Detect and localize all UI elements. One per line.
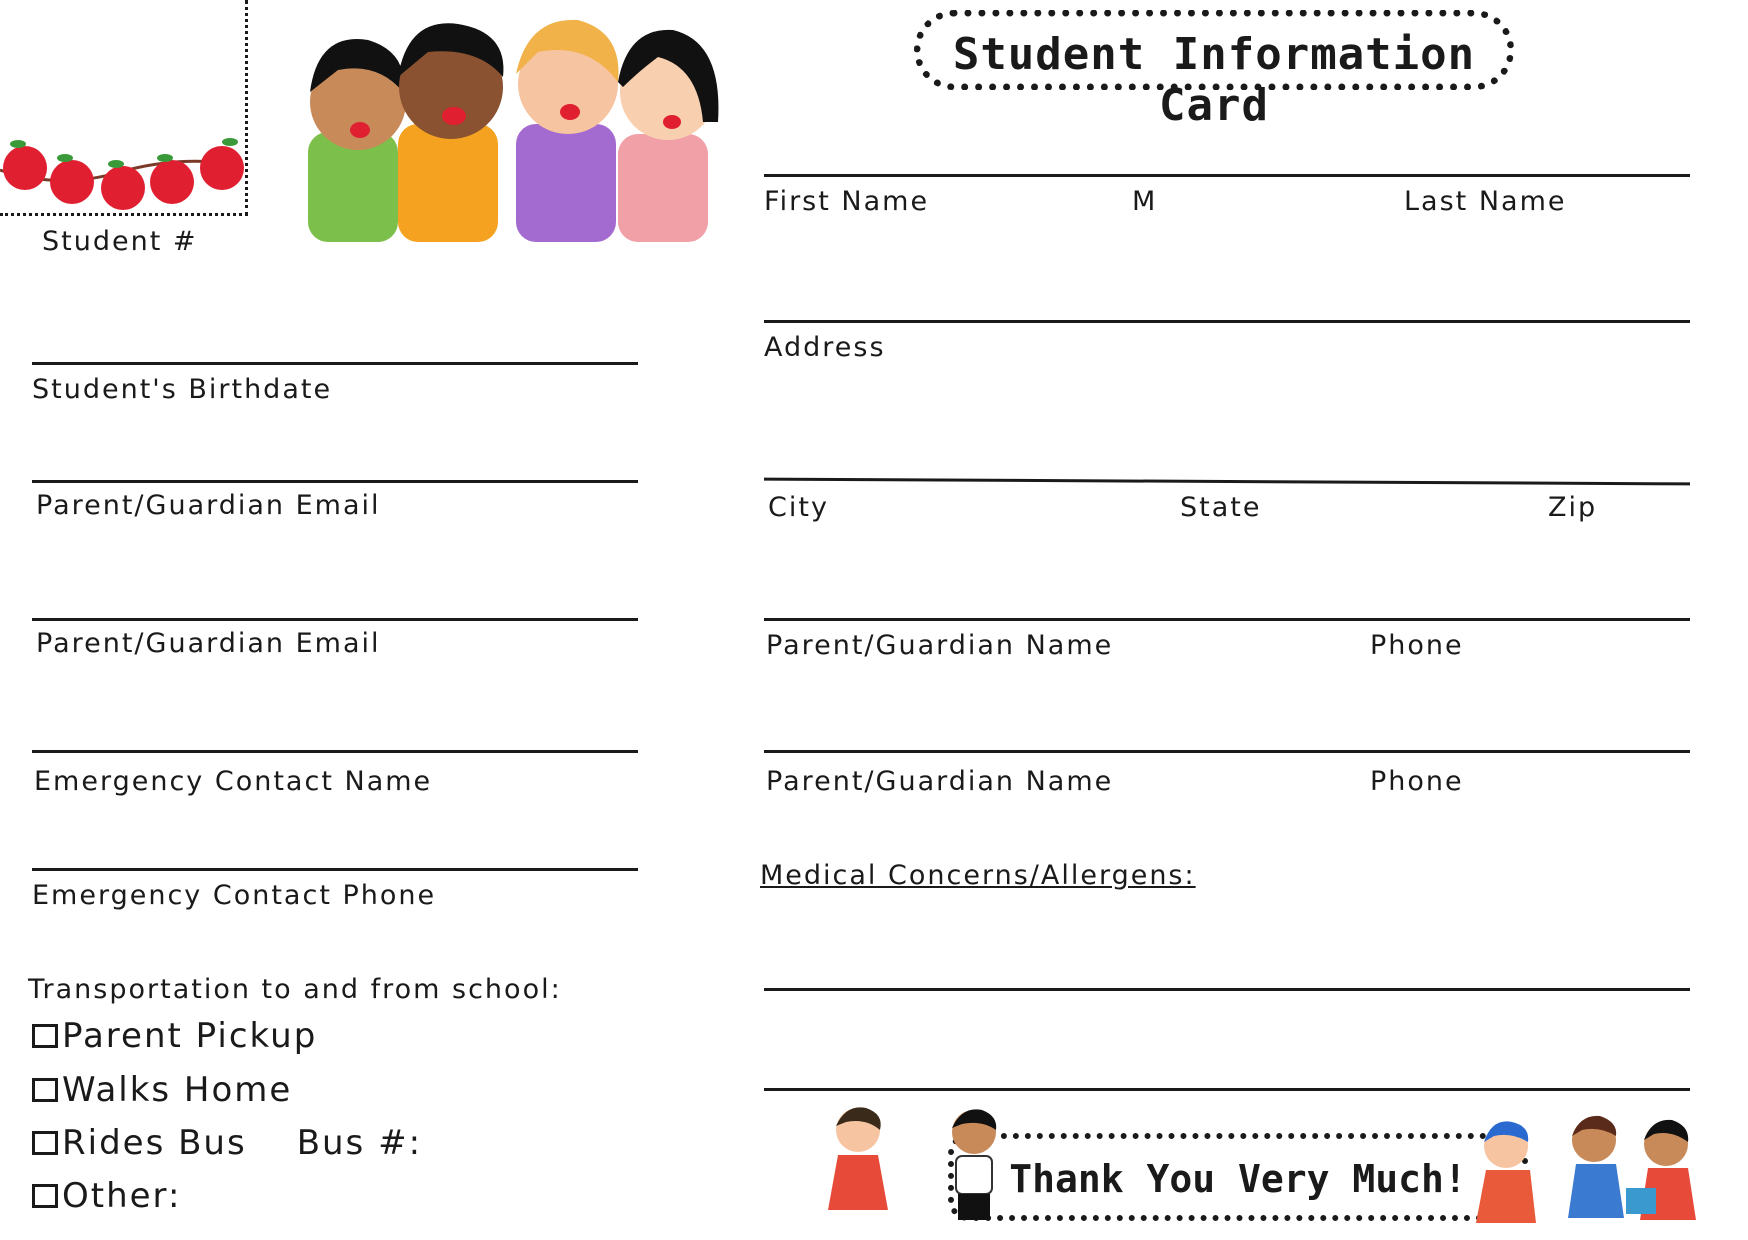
name-line[interactable] xyxy=(764,174,1690,177)
checkbox[interactable] xyxy=(32,1184,58,1208)
middle-initial-label: M xyxy=(1132,186,1158,217)
city-label: City xyxy=(768,492,829,523)
last-name-label: Last Name xyxy=(1404,186,1567,217)
checkbox[interactable] xyxy=(32,1078,58,1102)
state-label: State xyxy=(1180,492,1262,523)
city-line[interactable] xyxy=(764,478,1690,486)
zip-label: Zip xyxy=(1548,492,1598,523)
address-label: Address xyxy=(764,332,886,363)
guardian2-name-label: Parent/Guardian Name xyxy=(766,766,1114,797)
medical-line-2[interactable] xyxy=(764,1088,1690,1091)
bus-number-label: Bus #: xyxy=(296,1123,423,1163)
guardian2-line[interactable] xyxy=(764,750,1690,753)
emergency-phone-label: Emergency Contact Phone xyxy=(32,880,437,911)
thanks-message: Thank You Very Much! xyxy=(1009,1157,1467,1201)
birthdate-line[interactable] xyxy=(32,362,638,365)
option-parent-pickup[interactable]: Parent Pickup xyxy=(32,1016,317,1056)
checkbox[interactable] xyxy=(32,1131,58,1155)
apple-garland-icon xyxy=(0,130,248,210)
emergency-name-label: Emergency Contact Name xyxy=(34,766,433,797)
guardian1-line[interactable] xyxy=(764,618,1690,621)
birthdate-label: Student's Birthdate xyxy=(32,374,333,405)
page-title: Student Information Card xyxy=(952,29,1476,131)
transport-heading: Transportation to and from school: xyxy=(28,974,562,1005)
phone1-label: Phone xyxy=(1370,630,1464,661)
option-other[interactable]: Other: xyxy=(32,1176,181,1216)
phone2-label: Phone xyxy=(1370,766,1464,797)
first-name-label: First Name xyxy=(764,186,930,217)
option-walks-home[interactable]: Walks Home xyxy=(32,1070,292,1110)
children-group-illustration xyxy=(278,12,728,244)
email2-line[interactable] xyxy=(32,618,638,621)
thanks-frame xyxy=(948,1133,1528,1221)
emergency-name-line[interactable] xyxy=(32,750,638,753)
email2-label: Parent/Guardian Email xyxy=(36,628,381,659)
address-line[interactable] xyxy=(764,320,1690,323)
title-frame xyxy=(914,10,1514,131)
emergency-phone-line[interactable] xyxy=(32,868,638,871)
medical-label: Medical Concerns/Allergens: xyxy=(760,860,1196,891)
guardian1-name-label: Parent/Guardian Name xyxy=(766,630,1114,661)
student-photo-box xyxy=(0,0,248,216)
student-number-label: Student # xyxy=(42,226,198,257)
kids-reading-illustration xyxy=(1466,1108,1716,1238)
email1-line[interactable] xyxy=(32,480,638,483)
email1-label: Parent/Guardian Email xyxy=(36,490,381,521)
kids-waving-illustration xyxy=(806,1100,1016,1240)
checkbox[interactable] xyxy=(32,1024,58,1048)
medical-line-1[interactable] xyxy=(764,988,1690,991)
option-rides-bus[interactable]: Rides Bus Bus #: xyxy=(32,1123,422,1163)
